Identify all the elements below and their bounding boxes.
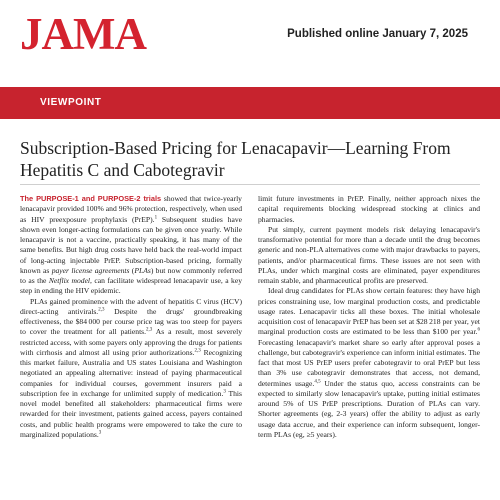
article-title: Subscription-Based Pricing for Lenacapavir—Learning From Hepatitis C and Cabotegravir bbox=[20, 138, 451, 180]
citation: 2,3 bbox=[98, 307, 105, 313]
section-label: VIEWPOINT bbox=[40, 97, 102, 108]
body-text: Ideal drug candidates for PLAs show certain features: they have high prices constraining use, low marginal production costs, and predictable usage rates. Lenacapavir ticks all these boxes. The initial wholesale acquisition cost of lenacapavir PrEP has been set at $28 218 per year, yet marginal production costs are estimated to be less than $100 per year. bbox=[258, 286, 480, 337]
publication-date: Published online January 7, 2025 bbox=[287, 28, 468, 40]
citation: 1 bbox=[154, 214, 158, 220]
body-text: ( bbox=[129, 265, 135, 275]
paragraph bbox=[258, 286, 480, 440]
body-text: Subsequent studies have shown even longer-acting formulations can be given once yearly. While lenacapavir is not a vaccine, practically speaking, it has many of the same benefits. But high drug costs have held back the real-world impact of long-acting injectable PrEP. Subscription-based pricing, formally known as bbox=[20, 214, 243, 275]
paragraph bbox=[20, 194, 242, 297]
body-text: PLAs gained prominence with the advent of hepatitis C virus (HCV) direct-acting antivirals. bbox=[20, 296, 242, 316]
paragraph: limit future investments in PrEP. Finally, neither approach nixes the capital requirements blocking widespread stocking at clinics and pharmacies. bbox=[258, 194, 480, 224]
body-text: Despite the drugs' groundbreaking effectiveness, the $84 000 per course price tag was too steep for payers to cover the treatment for all patients. bbox=[20, 306, 242, 337]
title-divider bbox=[20, 184, 480, 185]
citation: 3 bbox=[223, 389, 226, 395]
body-text: Forecasting lenacapavir's market share so early after approval poses a challenge, but cabotegravir's experience can inform initial estimates. The fact that most US PrEP users prefer cabotegravir to oral PrEP but less than 3% use cabotegravir demonstrates that access, not demand, determines usage. bbox=[258, 337, 480, 388]
emphasis: payer license agreements bbox=[51, 265, 130, 275]
lead-in: The PURPOSE-1 and PURPOSE-2 trials bbox=[20, 194, 162, 203]
citation: 6 bbox=[477, 327, 480, 333]
paragraph bbox=[20, 297, 242, 441]
citation: 2,3 bbox=[194, 348, 201, 354]
body-text: ) but now commonly referred to as the bbox=[20, 265, 242, 285]
body-text: showed that twice-yearly lenacapavir provided 100% and 96% protection, respectively, when used as HIV preexposure prophylaxis (PrEP). bbox=[20, 194, 242, 224]
citation: 3 bbox=[98, 430, 102, 436]
right-column bbox=[258, 194, 480, 440]
body-text: Under the status quo, access constraints can be expected to similarly slow lenacapavir's uptake, putting initial estimates around 5% of US PrEP prescriptions. Duration of PLAs can vary. Shorter agreements (eg, 2-3 years) offer the ability to adjust as early usage data accrue, and their experience can inform subsequent, longer-term PLAs (eg, ≥5 years). bbox=[258, 378, 480, 439]
journal-logo: JAMA bbox=[20, 9, 146, 59]
body-text: Recognizing this market failure, Australia and US states Louisiana and Washington negotiated an appealing alternative: instead of paying pharmaceutical companies for individual courses, government insurers paid a subscription fee in exchange for unlimited supply of medication. bbox=[20, 347, 242, 398]
body-text: , can facilitate widespread lenacapavir use, a key step in ending the HIV epidemic. bbox=[20, 276, 242, 296]
body-text: This novel model benefited all stakeholders: pharmaceutical firms were rewarded for their investment, patients gained access, payers contained costs, and public health programs were empowered to take the cure to marginalized populations. bbox=[20, 388, 242, 439]
citation: 2,3 bbox=[146, 327, 153, 333]
citation: 4,5 bbox=[314, 378, 321, 384]
paragraph: Put simply, current payment models risk delaying lenacapavir's transformative potential for more than a decade until the drug becomes generic and non-PLA alternatives come with major drawbacks to payers, patients, and/or pharmaceutical firms. These issues are not seen with PLAs, under which marginal costs are eliminated, payer expenditures remain stable, and pharmaceutical profits are preserved. bbox=[258, 224, 480, 285]
left-column bbox=[20, 194, 242, 440]
emphasis: PLAs bbox=[134, 265, 151, 275]
emphasis: Netflix model bbox=[48, 276, 91, 285]
section-banner bbox=[0, 87, 500, 119]
body-text: As a result, most severely restricted access, with some payers only approving the drugs for patients with cirrhosis and almost all using prior authorizations. bbox=[20, 327, 242, 357]
